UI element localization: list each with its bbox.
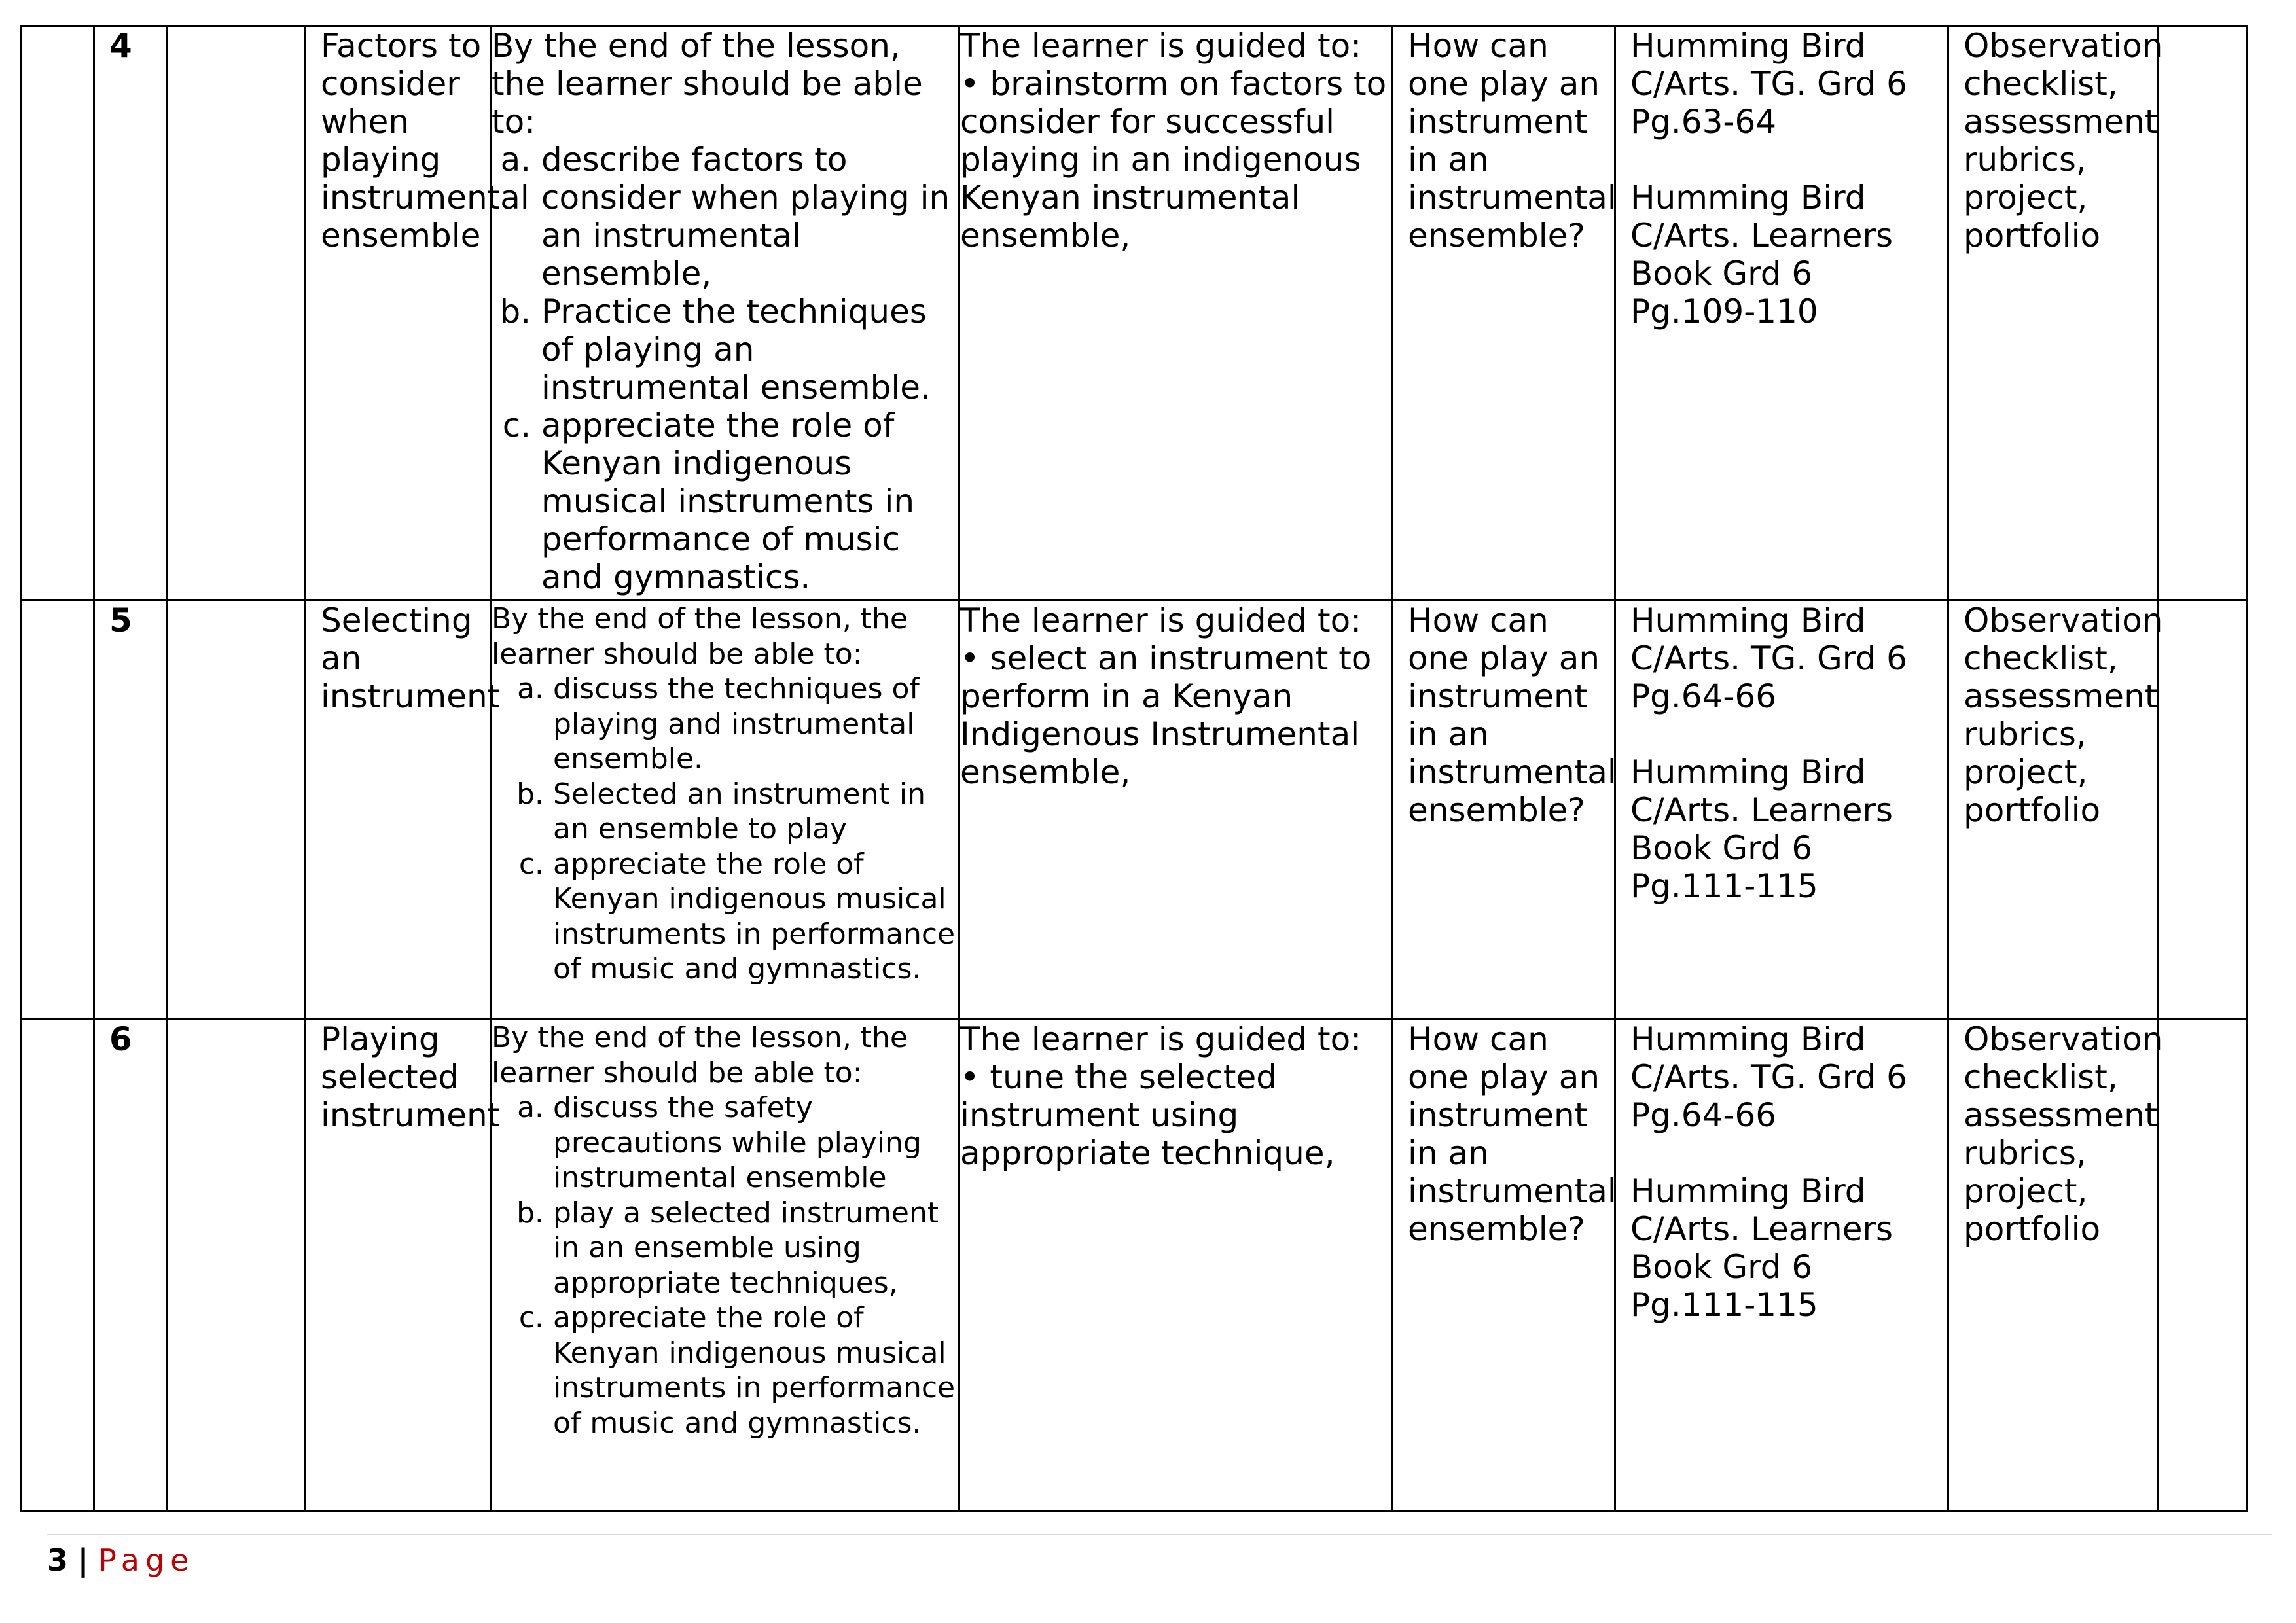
sub-strand: Selecting an instrument: [306, 601, 491, 1020]
remarks-cell: [2159, 26, 2247, 601]
page-footer: [47, 1542, 194, 1578]
experiences-intro: The learner is guided to:: [960, 1020, 1362, 1058]
lesson-cell: [167, 1020, 306, 1512]
learning-outcomes: [491, 601, 960, 1020]
learning-outcomes: [491, 1020, 960, 1512]
outcomes-list: [492, 671, 958, 987]
footer-divider: [47, 1534, 2272, 1535]
blank-cell: [22, 601, 94, 1020]
scheme-of-work-table: [20, 25, 2248, 1512]
blank-cell: [22, 26, 94, 601]
outcomes-intro: By the end of the lesson, the learner should be able to:: [492, 27, 923, 141]
remarks-cell: [2159, 601, 2247, 1020]
resource-learners-book: Humming Bird C/Arts. Learners Book Grd 6 Pg.109-110: [1630, 179, 1893, 330]
learning-experiences: [960, 1020, 1393, 1512]
page-number: 3: [47, 1543, 69, 1578]
resource-learners-book: Humming Bird C/Arts. Learners Book Grd 6 Pg.111-115: [1630, 1172, 1893, 1324]
outcome-item: c. appreciate the role of Kenyan indigenous musical instruments in performance of music and gymnastics.: [541, 406, 958, 596]
resource-learners-book: Humming Bird C/Arts. Learners Book Grd 6 Pg.111-115: [1630, 753, 1893, 905]
assessment-methods: Observation checklist, assessment rubrics, project, portfolio: [1948, 26, 2159, 601]
table-row: [22, 26, 2247, 601]
assessment-methods: Observation checklist, assessment rubrics, project, portfolio: [1948, 601, 2159, 1020]
outcomes-intro: By the end of the lesson, the learner should be able to:: [492, 602, 908, 671]
learning-outcomes: [491, 26, 960, 601]
outcome-item: c. appreciate the role of Kenyan indigenous musical instruments in performance of music and gymnastics.: [553, 847, 958, 987]
key-inquiry-question: How can one play an instrument in an instrumental ensemble?: [1393, 26, 1615, 601]
key-inquiry-question: How can one play an instrument in an instrumental ensemble?: [1393, 601, 1615, 1020]
resource-teachers-guide: Humming Bird C/Arts. TG. Grd 6 Pg.63-64: [1630, 27, 1907, 141]
assessment-methods: Observation checklist, assessment rubrics, project, portfolio: [1948, 1020, 2159, 1512]
sub-strand: Factors to consider when playing instrumental ensemble: [306, 26, 491, 601]
outcomes-list: [492, 141, 958, 596]
footer-separator: |: [77, 1543, 89, 1578]
resource-teachers-guide: Humming Bird C/Arts. TG. Grd 6 Pg.64-66: [1630, 1020, 1907, 1134]
blank-cell: [22, 1020, 94, 1512]
week-number: 5: [94, 601, 167, 1020]
table-row: [22, 601, 2247, 1020]
key-inquiry-question: How can one play an instrument in an instrumental ensemble?: [1393, 1020, 1615, 1512]
outcomes-intro: By the end of the lesson, the learner should be able to:: [492, 1021, 908, 1090]
learning-experiences: [960, 601, 1393, 1020]
experiences-intro: The learner is guided to:: [960, 601, 1362, 639]
learning-experiences: [960, 26, 1393, 601]
week-number: 6: [94, 1020, 167, 1512]
outcome-item: a. discuss the techniques of playing and instrumental ensemble.: [553, 671, 958, 777]
lesson-cell: [167, 601, 306, 1020]
week-number: 4: [94, 26, 167, 601]
outcome-item: a. discuss the safety precautions while playing instrumental ensemble: [553, 1090, 958, 1196]
outcomes-list: [492, 1090, 958, 1440]
outcome-item: b. Practice the techniques of playing an instrumental ensemble.: [541, 293, 958, 406]
learning-resources: [1615, 26, 1948, 601]
outcome-item: b. play a selected instrument in an ensemble using appropriate techniques,: [553, 1196, 958, 1301]
resource-teachers-guide: Humming Bird C/Arts. TG. Grd 6 Pg.64-66: [1630, 601, 1907, 715]
experience-item: • brainstorm on factors to consider for successful playing in an indigenous Kenyan instrumental ensemble,: [960, 65, 1391, 255]
outcome-item: a. describe factors to consider when playing in an instrumental ensemble,: [541, 141, 958, 293]
experience-item: • select an instrument to perform in a Kenyan Indigenous Instrumental ensemble,: [960, 639, 1391, 791]
learning-resources: [1615, 601, 1948, 1020]
remarks-cell: [2159, 1020, 2247, 1512]
experiences-intro: The learner is guided to:: [960, 27, 1362, 65]
experience-item: • tune the selected instrument using appropriate technique,: [960, 1058, 1391, 1172]
page-label: Page: [98, 1543, 195, 1578]
sub-strand: Playing selected instrument: [306, 1020, 491, 1512]
learning-resources: [1615, 1020, 1948, 1512]
table-row: [22, 1020, 2247, 1512]
lesson-cell: [167, 26, 306, 601]
outcome-item: c. appreciate the role of Kenyan indigenous musical instruments in performance of music and gymnastics.: [553, 1300, 958, 1440]
outcome-item: b. Selected an instrument in an ensemble to play: [553, 777, 958, 847]
